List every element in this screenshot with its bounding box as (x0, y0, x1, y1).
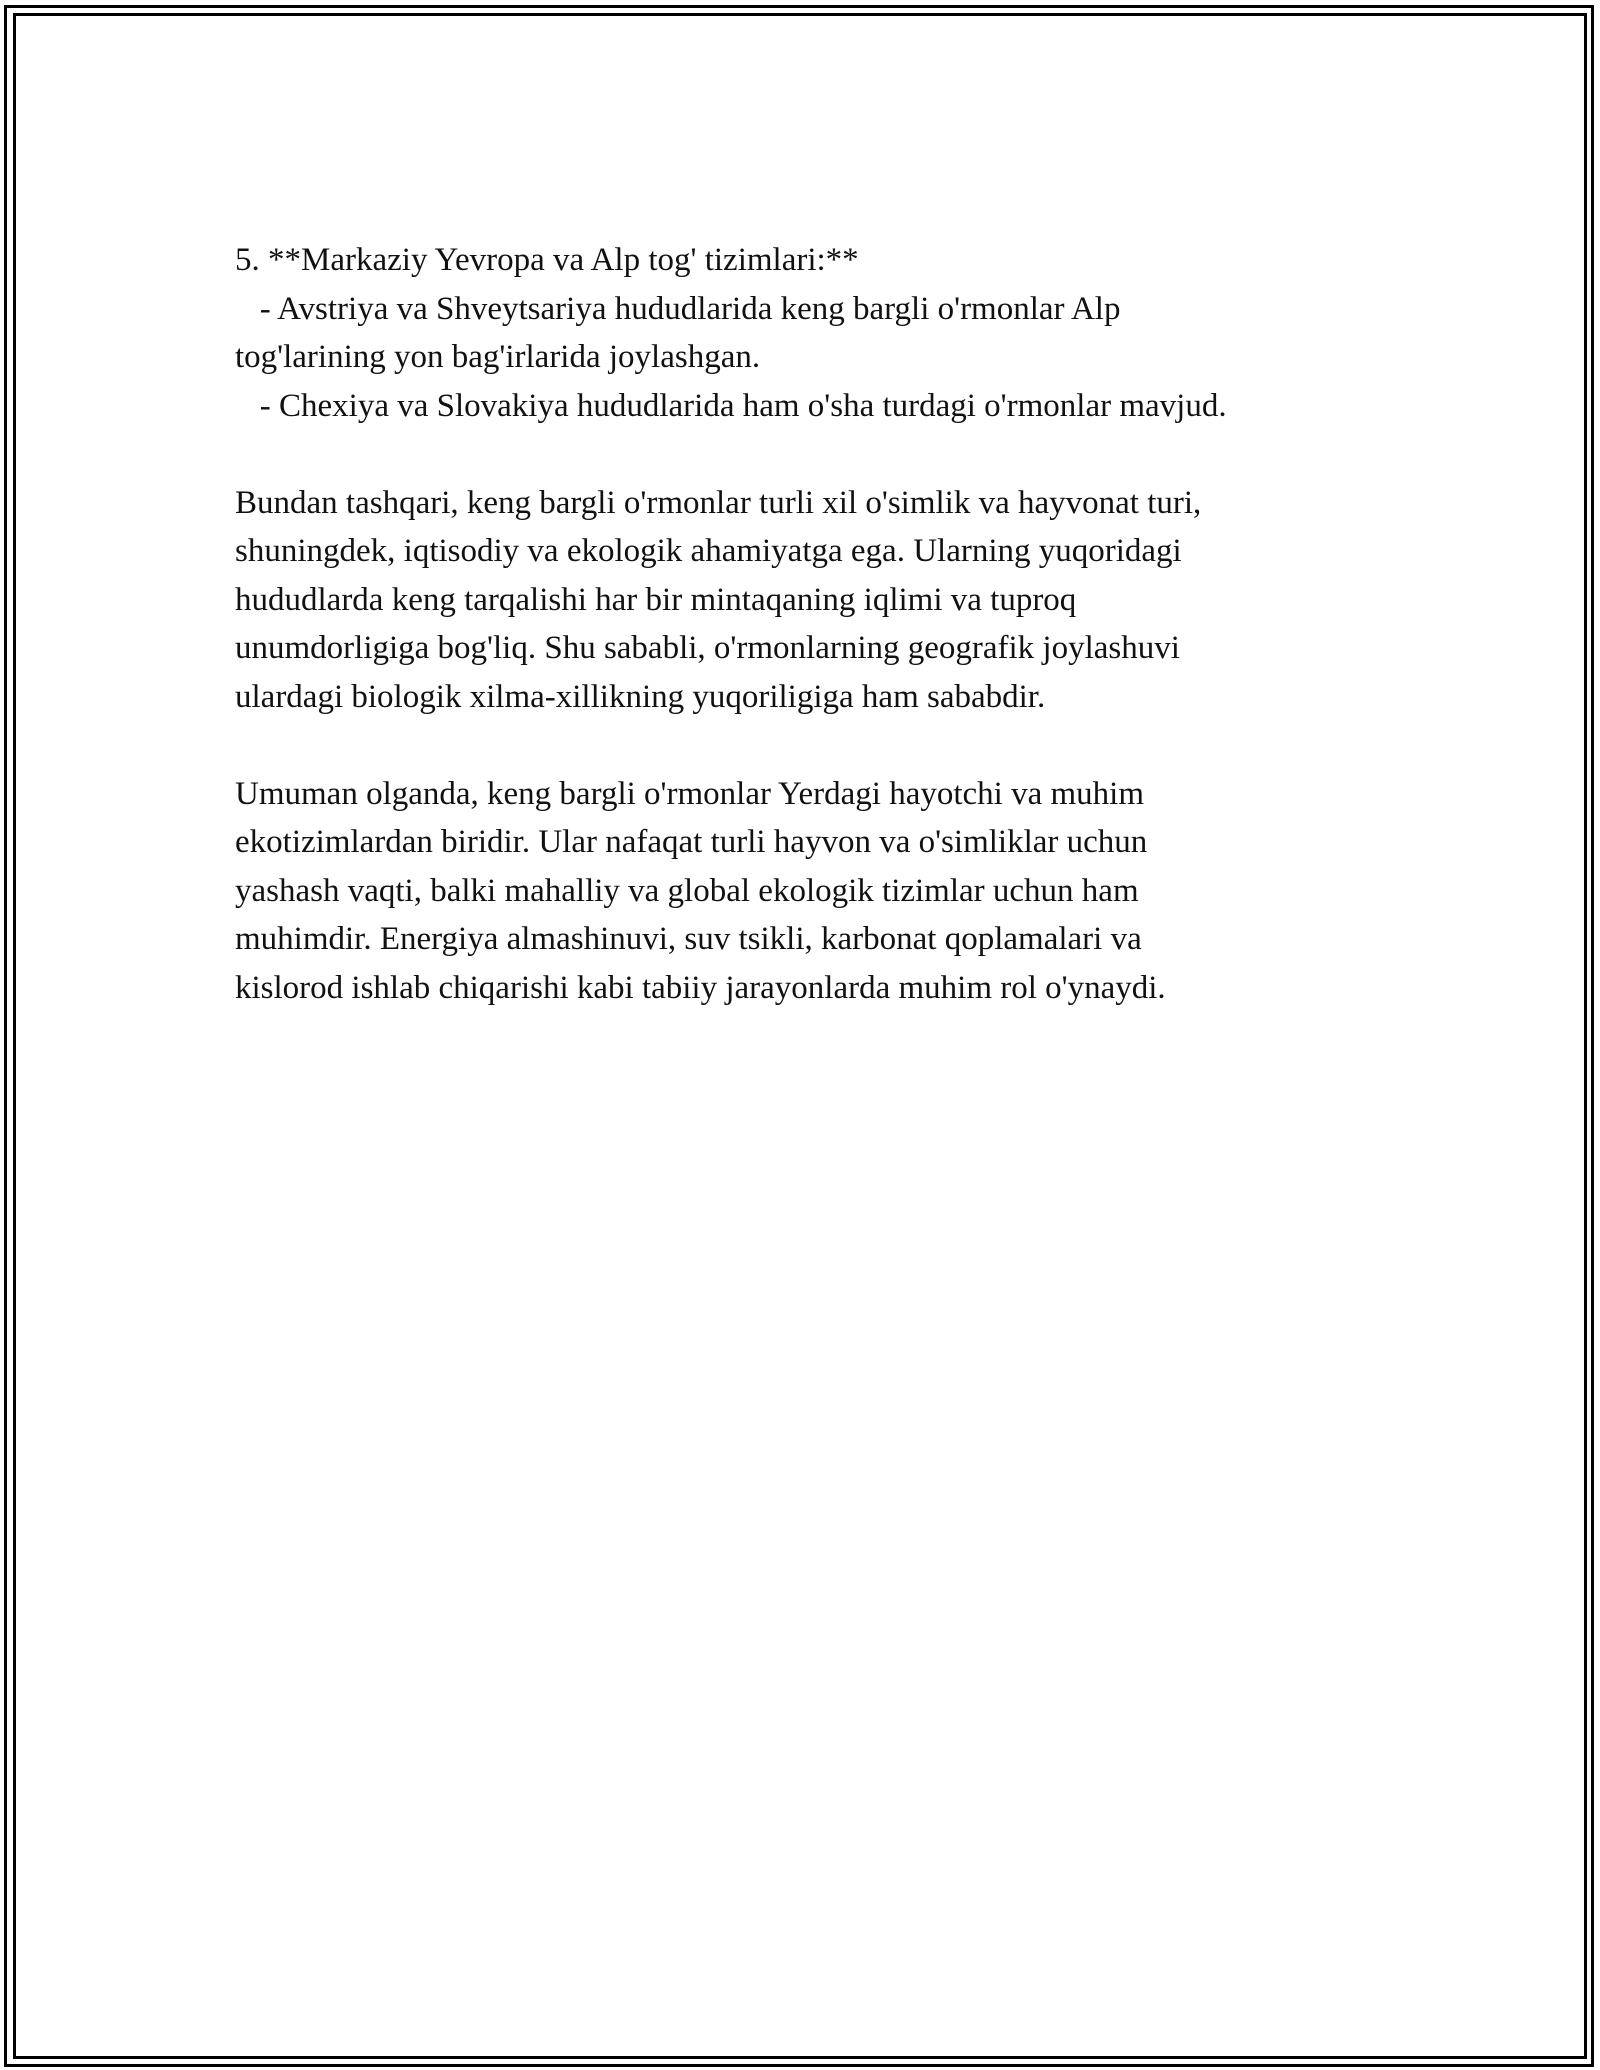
paragraph-line: kislorod ishlab chiqarishi kabi tabiiy jarayonlarda muhim rol o'ynaydi. (235, 969, 1166, 1006)
section-central-europe (235, 236, 1405, 430)
document-body (235, 236, 1405, 1012)
bullet-austria-switzerland-line-2: tog'larining yon bag'irlarida joylashgan. (235, 339, 761, 375)
paragraph-line: hududlarda keng tarqalishi har bir mintaqaning iqlimi va tuproq (235, 581, 1077, 618)
paragraph-spacer (235, 430, 1405, 479)
paragraph-line: Bundan tashqari, keng bargli o'rmonlar turli xil o'simlik va hayvonat turi, (235, 484, 1202, 521)
paragraph-conclusion (235, 770, 1405, 1013)
bullet-czechia-slovakia: - Chexiya va Slovakiya hududlarida ham o'sha turdagi o'rmonlar mavjud. (235, 387, 1227, 424)
paragraph-line: shuningdek, iqtisodiy va ekologik ahamiyatga ega. Ularning yuqoridagi (235, 533, 1182, 569)
bullet-austria-switzerland-line-1: - Avstriya va Shveytsariya hududlarida keng bargli o'rmonlar Alp (235, 290, 1121, 327)
paragraph-line: yashash vaqti, balki mahalliy va global ekologik tizimlar uchun ham (235, 872, 1139, 909)
paragraph-spacer (235, 721, 1405, 770)
paragraph-additional-info (235, 479, 1405, 722)
paragraph-line: unumdorligiga bog'liq. Shu sababli, o'rmonlarning geografik joylashuvi (235, 630, 1180, 666)
paragraph-line: ulardagi biologik xilma-xillikning yuqoriligiga ham sababdir. (235, 678, 1046, 715)
paragraph-line: ekotizimlardan biridir. Ular nafaqat turli hayvon va o'simliklar uchun (235, 824, 1148, 860)
paragraph-line: muhimdir. Energiya almashinuvi, suv tsikli, karbonat qoplamalari va (235, 921, 1142, 957)
paragraph-line: Umuman olganda, keng bargli o'rmonlar Yerdagi hayotchi va muhim (235, 775, 1144, 812)
section-heading: 5. **Markaziy Yevropa va Alp tog' tizimlari:** (235, 242, 859, 278)
